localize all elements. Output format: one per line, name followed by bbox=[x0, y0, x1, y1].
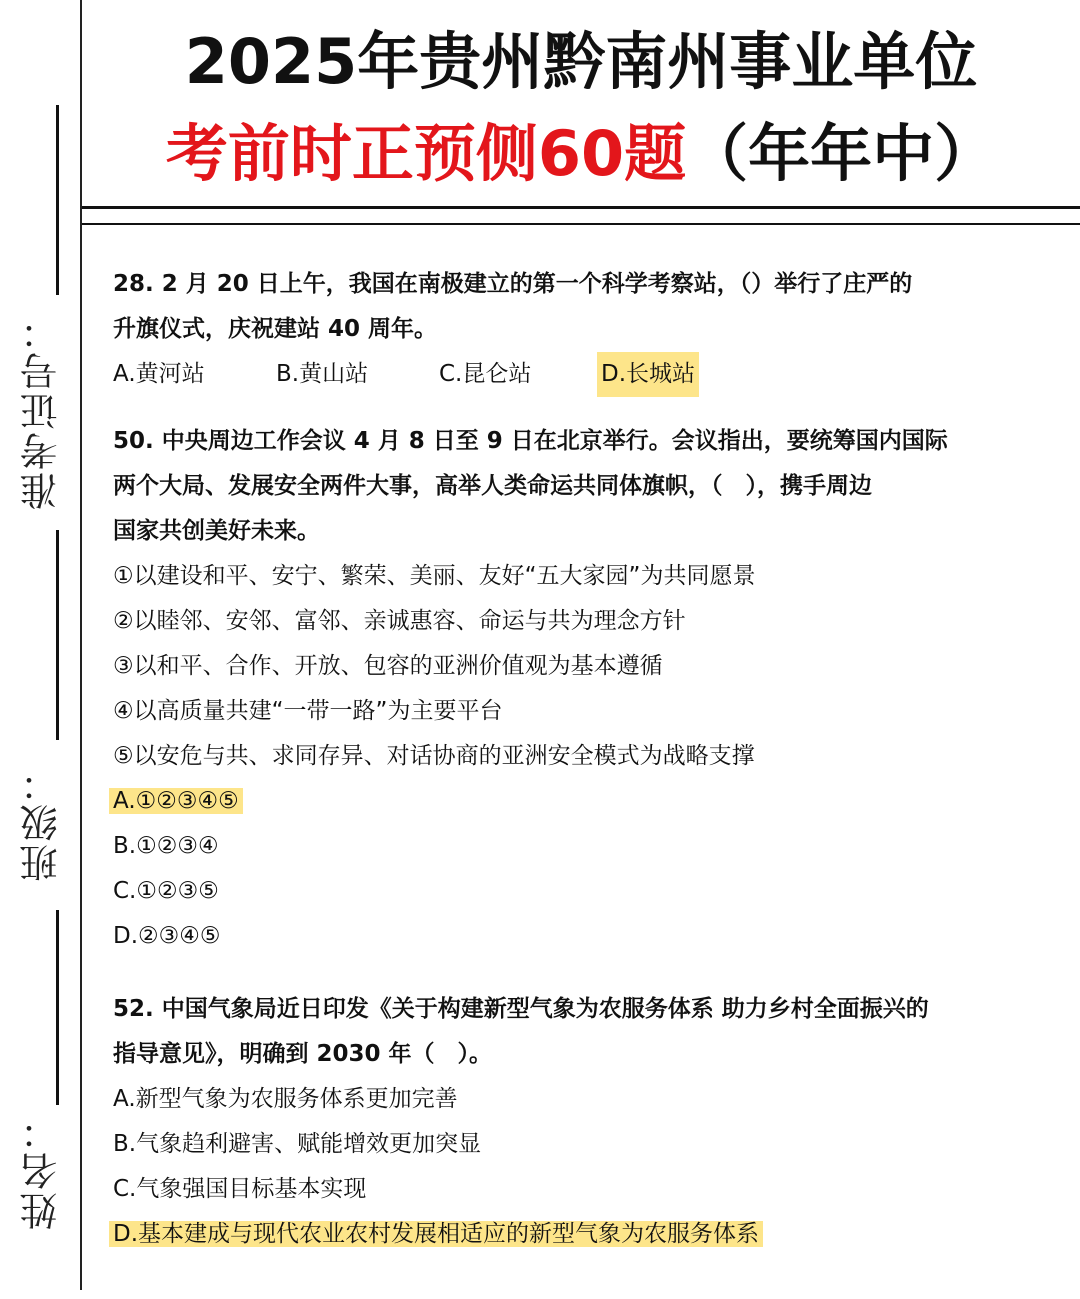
question-28 bbox=[113, 262, 1053, 397]
exam-id-label: 准考证号： bbox=[20, 310, 64, 510]
header-rule-top bbox=[82, 206, 1080, 209]
option-a: A.新型气象为农服务体系更加完善 bbox=[113, 1086, 458, 1112]
statement-2: ②以睦邻、安邻、富邻、亲诚惠容、命运与共为理念方针 bbox=[113, 608, 686, 634]
option-row bbox=[113, 352, 1053, 397]
option-a-answer: A.①②③④⑤ bbox=[109, 788, 243, 814]
subtitle-black: （年年中） bbox=[686, 117, 997, 190]
exam-id-fill-line bbox=[56, 105, 59, 295]
statement-5: ⑤以安危与共、求同存异、对话协商的亚洲安全模式为战略支撑 bbox=[113, 743, 755, 769]
question-50 bbox=[113, 419, 1053, 959]
header-rule-bottom bbox=[82, 223, 1080, 225]
question-stem-line: 28. 2 月 20 日上午，我国在南极建立的第一个科学考察站，（）举行了庄严的 bbox=[113, 271, 913, 297]
option-b: B.①②③④ bbox=[113, 833, 219, 859]
option-b: B.黄山站 bbox=[276, 361, 369, 387]
statement-3: ③以和平、合作、开放、包容的亚洲价值观为基本遵循 bbox=[113, 653, 663, 679]
option-d-answer: D.基本建成与现代农业农村发展相适应的新型气象为农服务体系 bbox=[109, 1221, 763, 1247]
sidebar bbox=[0, 0, 82, 1299]
class-fill-line bbox=[56, 530, 59, 740]
name-label: 姓名： bbox=[20, 1110, 64, 1230]
question-stem-line: 指导意见》，明确到 2030 年（ ）。 bbox=[113, 1041, 493, 1067]
option-d-answer: D.长城站 bbox=[597, 352, 699, 397]
statement-1: ①以建设和平、安宁、繁荣、美丽、友好“五大家园”为共同愿景 bbox=[113, 563, 756, 589]
option-a: A.黄河站 bbox=[113, 361, 205, 387]
statement-4: ④以高质量共建“一带一路”为主要平台 bbox=[113, 698, 503, 724]
option-b: B.气象趋利避害、赋能增效更加突显 bbox=[113, 1131, 482, 1157]
option-d: D.②③④⑤ bbox=[113, 923, 221, 949]
option-c: C.昆仑站 bbox=[439, 361, 532, 387]
question-stem-line: 两个大局、发展安全两件大事，高举人类命运共同体旗帜，（ ），携手周边 bbox=[113, 473, 872, 499]
subtitle-red: 考前时正预侧60题 bbox=[165, 117, 687, 190]
page-title: 2025年贵州黔南州事业单位 bbox=[184, 25, 978, 98]
question-stem-line: 52. 中国气象局近日印发《关于构建新型气象为农服务体系 助力乡村全面振兴的 bbox=[113, 996, 929, 1022]
question-list bbox=[113, 262, 1053, 1257]
name-fill-line bbox=[56, 910, 59, 1105]
option-c: C.气象强国目标基本实现 bbox=[113, 1176, 367, 1202]
option-c: C.①②③⑤ bbox=[113, 878, 219, 904]
question-stem-line: 升旗仪式，庆祝建站 40 周年。 bbox=[113, 316, 438, 342]
question-stem-line: 国家共创美好未来。 bbox=[113, 518, 320, 544]
page-subtitle bbox=[82, 112, 1080, 196]
question-stem-line: 50. 中央周边工作会议 4 月 8 日至 9 日在北京举行。会议指出，要统筹国内国际 bbox=[113, 428, 948, 454]
class-label: 班级： bbox=[20, 762, 64, 882]
question-52 bbox=[113, 987, 1053, 1257]
